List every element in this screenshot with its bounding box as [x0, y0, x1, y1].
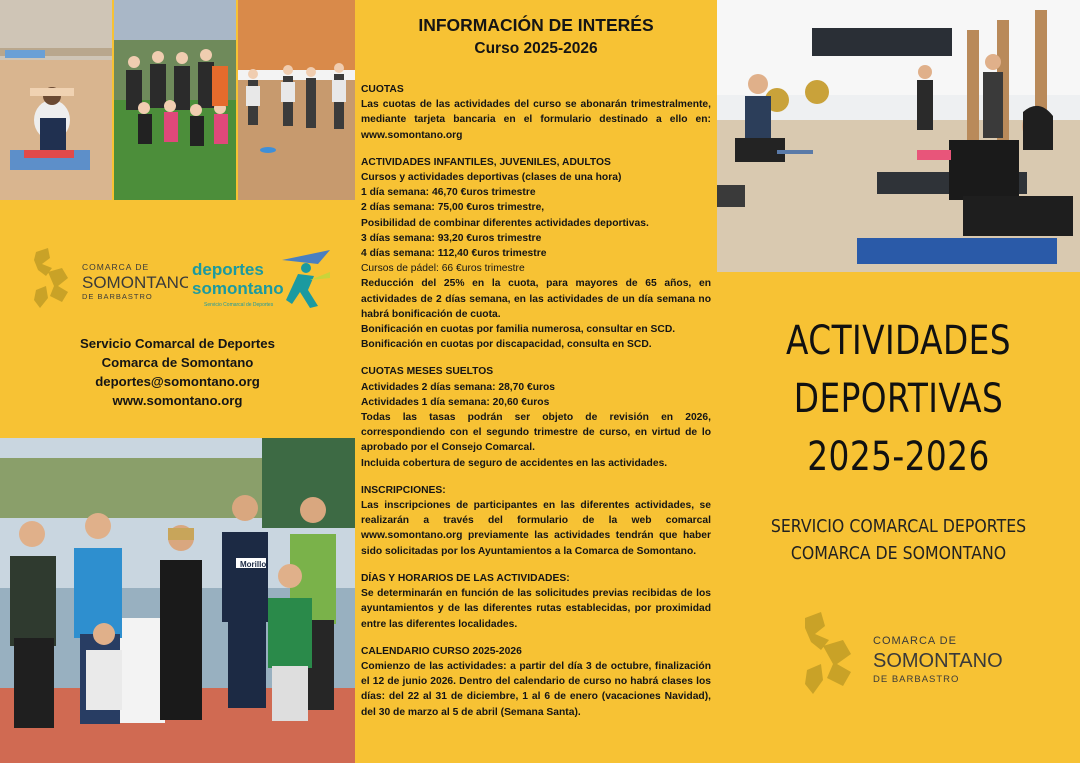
meses-line: Incluida cobertura de seguro de accidentes en las actividades.: [361, 457, 668, 469]
section-title-horarios: DÍAS Y HORARIOS DE LAS ACTIVIDADES:: [361, 572, 570, 584]
photo-gym-activity: [238, 0, 355, 200]
contact-website[interactable]: www.somontano.org: [112, 393, 243, 408]
actividades-line: 3 días semana: 93,20 €uros trimestre: [361, 232, 542, 244]
svg-text:SOMONTANO: SOMONTANO: [82, 273, 188, 292]
contact-email[interactable]: deportes@somontano.org: [95, 374, 260, 389]
photo-floor-exercise: [0, 0, 112, 200]
comarca-somontano-logo: [28, 246, 188, 316]
service-subtitle: [735, 514, 1062, 568]
actividades-line: 2 días semana: 75,00 €uros trimestre,: [361, 202, 545, 214]
svg-text:DE BARBASTRO: DE BARBASTRO: [82, 292, 153, 301]
shirt-sponsor-text: Morillo: [240, 560, 267, 569]
svg-text:DE BARBASTRO: DE BARBASTRO: [873, 674, 960, 685]
calendario-text: Comienzo de las actividades: a partir del día 3 de octubre, finalización el 12 de junio 2026. Dentro del calendario de curso no habrá clases los días: del 22 al 31 de diciembre, 1 al 6 de enero (vacaciones Navidad), del 30 de marzo al 5 de abril (Semana Santa).: [361, 660, 711, 718]
service-name: Servicio Comarcal de Deportes: [80, 336, 275, 351]
middle-panel: [355, 0, 717, 763]
section-title-calendario: CALENDARIO CURSO 2025-2026: [361, 645, 522, 657]
meses-line: Actividades 2 días semana: 28,70 €uros: [361, 381, 556, 393]
horarios-text: Se determinarán en función de las solicitudes previas recibidas de los ayuntamientos y de las diferentes rutas establecidas, por proximidad entre las diferentes localidades.: [361, 588, 711, 630]
info-title: INFORMACIÓN DE INTERÉS: [418, 15, 654, 35]
somontano-emblem-icon: [805, 612, 851, 694]
meses-line: Todas las tasas podrán ser objeto de revisión en 2026, correspondiendo con el segundo trimestre de curso, en virtud de lo aprobado por el Consejo Comarcal.: [361, 412, 711, 454]
service-contact-block: [0, 334, 355, 410]
photo-padel-winners: [0, 438, 355, 763]
athlete-figure-icon: [282, 250, 330, 308]
left-panel: [0, 0, 355, 763]
cuotas-text: Las cuotas de las actividades del curso se abonarán trimestralmente, mediante tarjeta bancaria en el formulario destinado a ello en: www.somontano.org: [361, 99, 711, 141]
meses-line: Actividades 1 día semana: 20,60 €uros: [361, 396, 550, 408]
info-subtitle: Curso 2025-2026: [474, 40, 598, 57]
actividades-line: Posibilidad de combinar diferentes actividades deportivas.: [361, 217, 649, 229]
comarca-somontano-logo-large: [801, 610, 1011, 700]
section-title-actividades: ACTIVIDADES INFANTILES, JUVENILES, ADULTOS: [361, 156, 611, 168]
main-title-line2: DEPORTIVAS: [793, 376, 1004, 422]
section-title-inscripciones: INSCRIPCIONES:: [361, 484, 446, 496]
comarca-name: Comarca de Somontano: [101, 355, 254, 370]
section-title-cuotas: CUOTAS: [361, 84, 404, 95]
photo-padel-group: [114, 0, 236, 200]
svg-text:COMARCA DE: COMARCA DE: [873, 635, 957, 647]
right-panel: [717, 0, 1080, 763]
main-title-line1: ACTIVIDADES: [785, 318, 1012, 364]
actividades-line: 1 día semana: 46,70 €uros trimestre: [361, 187, 536, 199]
svg-text:SOMONTANO: SOMONTANO: [873, 650, 1003, 672]
svg-text:somontano: somontano: [192, 279, 284, 298]
somontano-emblem-icon: [34, 248, 68, 308]
inscripciones-text: Las inscripciones de participantes en las diferentes actividades, se realizarán a través del formulario de la web comarcal www.somontano.org previamente las actividades tendrán que haber sido solicitadas por los Ayuntamientos a la Comarca de Somontano.: [361, 500, 711, 557]
actividades-line: Bonificación en cuotas por familia numerosa, consultar en SCD.: [361, 324, 676, 336]
deportes-somontano-logo: [190, 250, 335, 312]
main-title-line3: 2025-2026: [807, 434, 990, 480]
main-title: [750, 312, 1048, 486]
svg-text:COMARCA DE: COMARCA DE: [82, 262, 150, 272]
section-title-meses: CUOTAS MESES SUELTOS: [361, 366, 494, 378]
info-text-column: [361, 82, 711, 720]
actividades-line: Cursos y actividades deportivas (clases de una hora): [361, 172, 622, 184]
svg-text:deportes: deportes: [192, 260, 264, 279]
actividades-line: Cursos de pádel: 66 €uros trimestre: [361, 263, 525, 275]
actividades-line: 4 días semana: 112,40 €uros trimestre: [361, 248, 547, 260]
service-subtitle-line2: COMARCA DE SOMONTANO: [790, 544, 1007, 564]
service-subtitle-line1: SERVICIO COMARCAL DEPORTES: [770, 517, 1027, 537]
svg-text:Servicio Comarcal de Deportes: Servicio Comarcal de Deportes: [204, 302, 274, 308]
actividades-line: Bonificación en cuotas por discapacidad, consulta en SCD.: [361, 339, 652, 351]
actividades-line: Reducción del 25% en la cuota, para mayores de 65 años, en actividades de 2 días semana, en las actividades de un día semana no habrá bonificación de cuota.: [361, 278, 711, 320]
photo-fitness-class: [717, 0, 1080, 272]
